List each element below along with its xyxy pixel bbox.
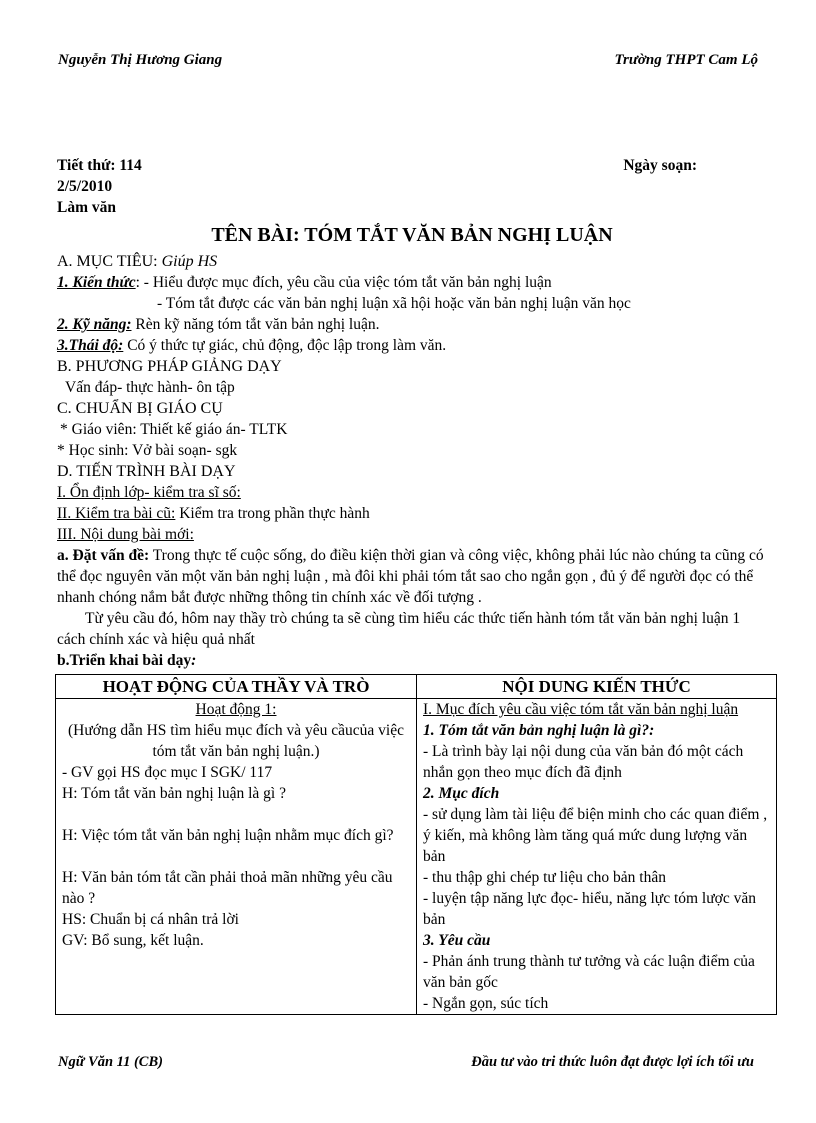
content-line: - sử dụng làm tài liệu để biện minh cho các quan điểm , ý kiến, mà không làm tăng quá mức dung lượng văn bản	[423, 806, 768, 865]
activity-description: (Hướng dẫn HS tìm hiểu mục đích và yêu cầucủa việc tóm tắt văn bản nghị luận.)	[68, 722, 404, 760]
section-a-note: Giúp HS	[161, 253, 218, 270]
content-subheading: 3. Yêu cầu	[423, 932, 491, 949]
content-subheading: 1. Tóm tắt văn bản nghị luận là gì?:	[423, 722, 655, 739]
skill-line: 2. Kỹ năng: Rèn kỹ năng tóm tắt văn bản nghị luận.	[57, 316, 380, 333]
lesson-date: 2/5/2010	[57, 178, 113, 195]
content-heading: I. Mục đích yêu cầu việc tóm tắt văn bản nghị luận	[423, 701, 739, 718]
attitude-line: 3.Thái độ: Có ý thức tự giác, chủ động, độc lập trong làm văn.	[57, 337, 447, 354]
activity-line: H: Việc tóm tắt văn bản nghị luận nhằm mục đích gì?	[62, 827, 394, 844]
table-header-activities: HOẠT ĐỘNG CỦA THẦY VÀ TRÒ	[56, 675, 417, 699]
intro-paragraph-2: Từ yêu cầu đó, hôm nay thầy trò chúng ta sẽ cùng tìm hiểu các thức tiến hành tóm tắt văn bản nghị luận 1 cách chính xác và hiệu quả nhất	[57, 610, 741, 648]
section-a-heading: A. MỤC TIÊU: Giúp HS	[57, 253, 218, 270]
step-1: I. Ổn định lớp- kiểm tra sĩ số:	[57, 484, 241, 501]
knowledge-line-2: - Tóm tắt được các văn bản nghị luận xã hội hoặc văn bản nghị luận văn học	[157, 295, 631, 312]
knowledge-line-1: 1. Kiến thức: - Hiểu được mục đích, yêu cầu của việc tóm tắt văn bản nghị luận	[57, 274, 552, 291]
activity-line: GV: Bổ sung, kết luận.	[62, 932, 204, 949]
intro-paragraph: a. Đặt vấn đề: Trong thực tế cuộc sống, do điều kiện thời gian và công việc, không phải lúc nào chúng ta cũng có thể đọc nguyên văn một văn bản nghị luận , mà đôi khi phải tóm tắt sao cho ngắn gọn , đủ ý để người đọc có thể nhanh chóng nắm bắt được những thông tin chính xác về đối tượng .	[57, 547, 764, 606]
page-title: TÊN BÀI: TÓM TẮT VĂN BẢN NGHỊ LUẬN	[211, 224, 613, 246]
knowledge-label: 1. Kiến thức	[57, 274, 136, 291]
step-2: II. Kiểm tra bài cũ: Kiểm tra trong phần thực hành	[57, 505, 370, 522]
content-line: - luyện tập năng lực đọc- hiểu, năng lực tóm lược văn bản	[423, 890, 756, 928]
content-line: - Là trình bày lại nội dung của văn bản đó một cách nhắn gọn theo mục đích đã định	[423, 743, 744, 781]
activities-cell	[56, 699, 417, 1015]
lesson-meta-row	[57, 155, 697, 176]
section-c-student: * Học sinh: Vở bài soạn- sgk	[57, 442, 238, 459]
footer-motto: Đầu tư vào tri thức luôn đạt được lợi ích tối ưu	[471, 1054, 754, 1070]
activity-title: Hoạt động 1:	[195, 701, 277, 718]
activity-line: HS: Chuẩn bị cá nhân trả lời	[62, 911, 239, 928]
attitude-label: 3.Thái độ:	[57, 337, 124, 354]
lesson-number: Tiết thứ: 114	[57, 157, 142, 174]
header-author: Nguyễn Thị Hương Giang	[58, 52, 223, 68]
table-header-content: NỘI DUNG KIẾN THỨC	[417, 675, 777, 699]
section-c-teacher: * Giáo viên: Thiết kế giáo án- TLTK	[60, 421, 288, 438]
content-cell	[417, 699, 777, 1015]
content-line: - Phản ánh trung thành tư tưởng và các luận điểm của văn bản gốc	[423, 953, 755, 991]
lesson-subject: Làm văn	[57, 199, 116, 216]
intro-label: a. Đặt vấn đề:	[57, 547, 150, 564]
lesson-table	[55, 674, 777, 1015]
content-line: - thu thập ghi chép tư liệu cho bản thân	[423, 869, 666, 886]
activity-line: H: Tóm tắt văn bản nghị luận là gì ?	[62, 785, 286, 802]
section-c-heading: C. CHUẨN BỊ GIÁO CỤ	[57, 400, 223, 417]
prep-date-label: Ngày soạn:	[623, 157, 697, 174]
table-header-row	[56, 675, 777, 699]
header-school: Trường THPT Cam Lộ	[614, 52, 758, 68]
content-line: - Ngắn gọn, súc tích	[423, 995, 549, 1012]
activity-line: - GV gọi HS đọc mục I SGK/ 117	[62, 764, 273, 781]
section-d-heading: D. TIẾN TRÌNH BÀI DẠY	[57, 463, 236, 480]
step-3: III. Nội dung bài mới:	[57, 526, 194, 543]
section-b-text: Vấn đáp- thực hành- ôn tập	[65, 379, 235, 396]
table-row	[56, 699, 777, 1015]
document-body	[57, 155, 767, 1015]
deploy-heading: b.Triển khai bài dạy:	[57, 652, 197, 669]
skill-label: 2. Kỹ năng:	[57, 316, 132, 333]
footer-subject: Ngữ Văn 11 (CB)	[58, 1054, 163, 1070]
activity-line: H: Văn bản tóm tắt cần phải thoả mãn những yêu cầu nào ?	[62, 869, 393, 907]
content-subheading: 2. Mục đích	[423, 785, 500, 802]
section-b-heading: B. PHƯƠNG PHÁP GIẢNG DẠY	[57, 358, 282, 375]
